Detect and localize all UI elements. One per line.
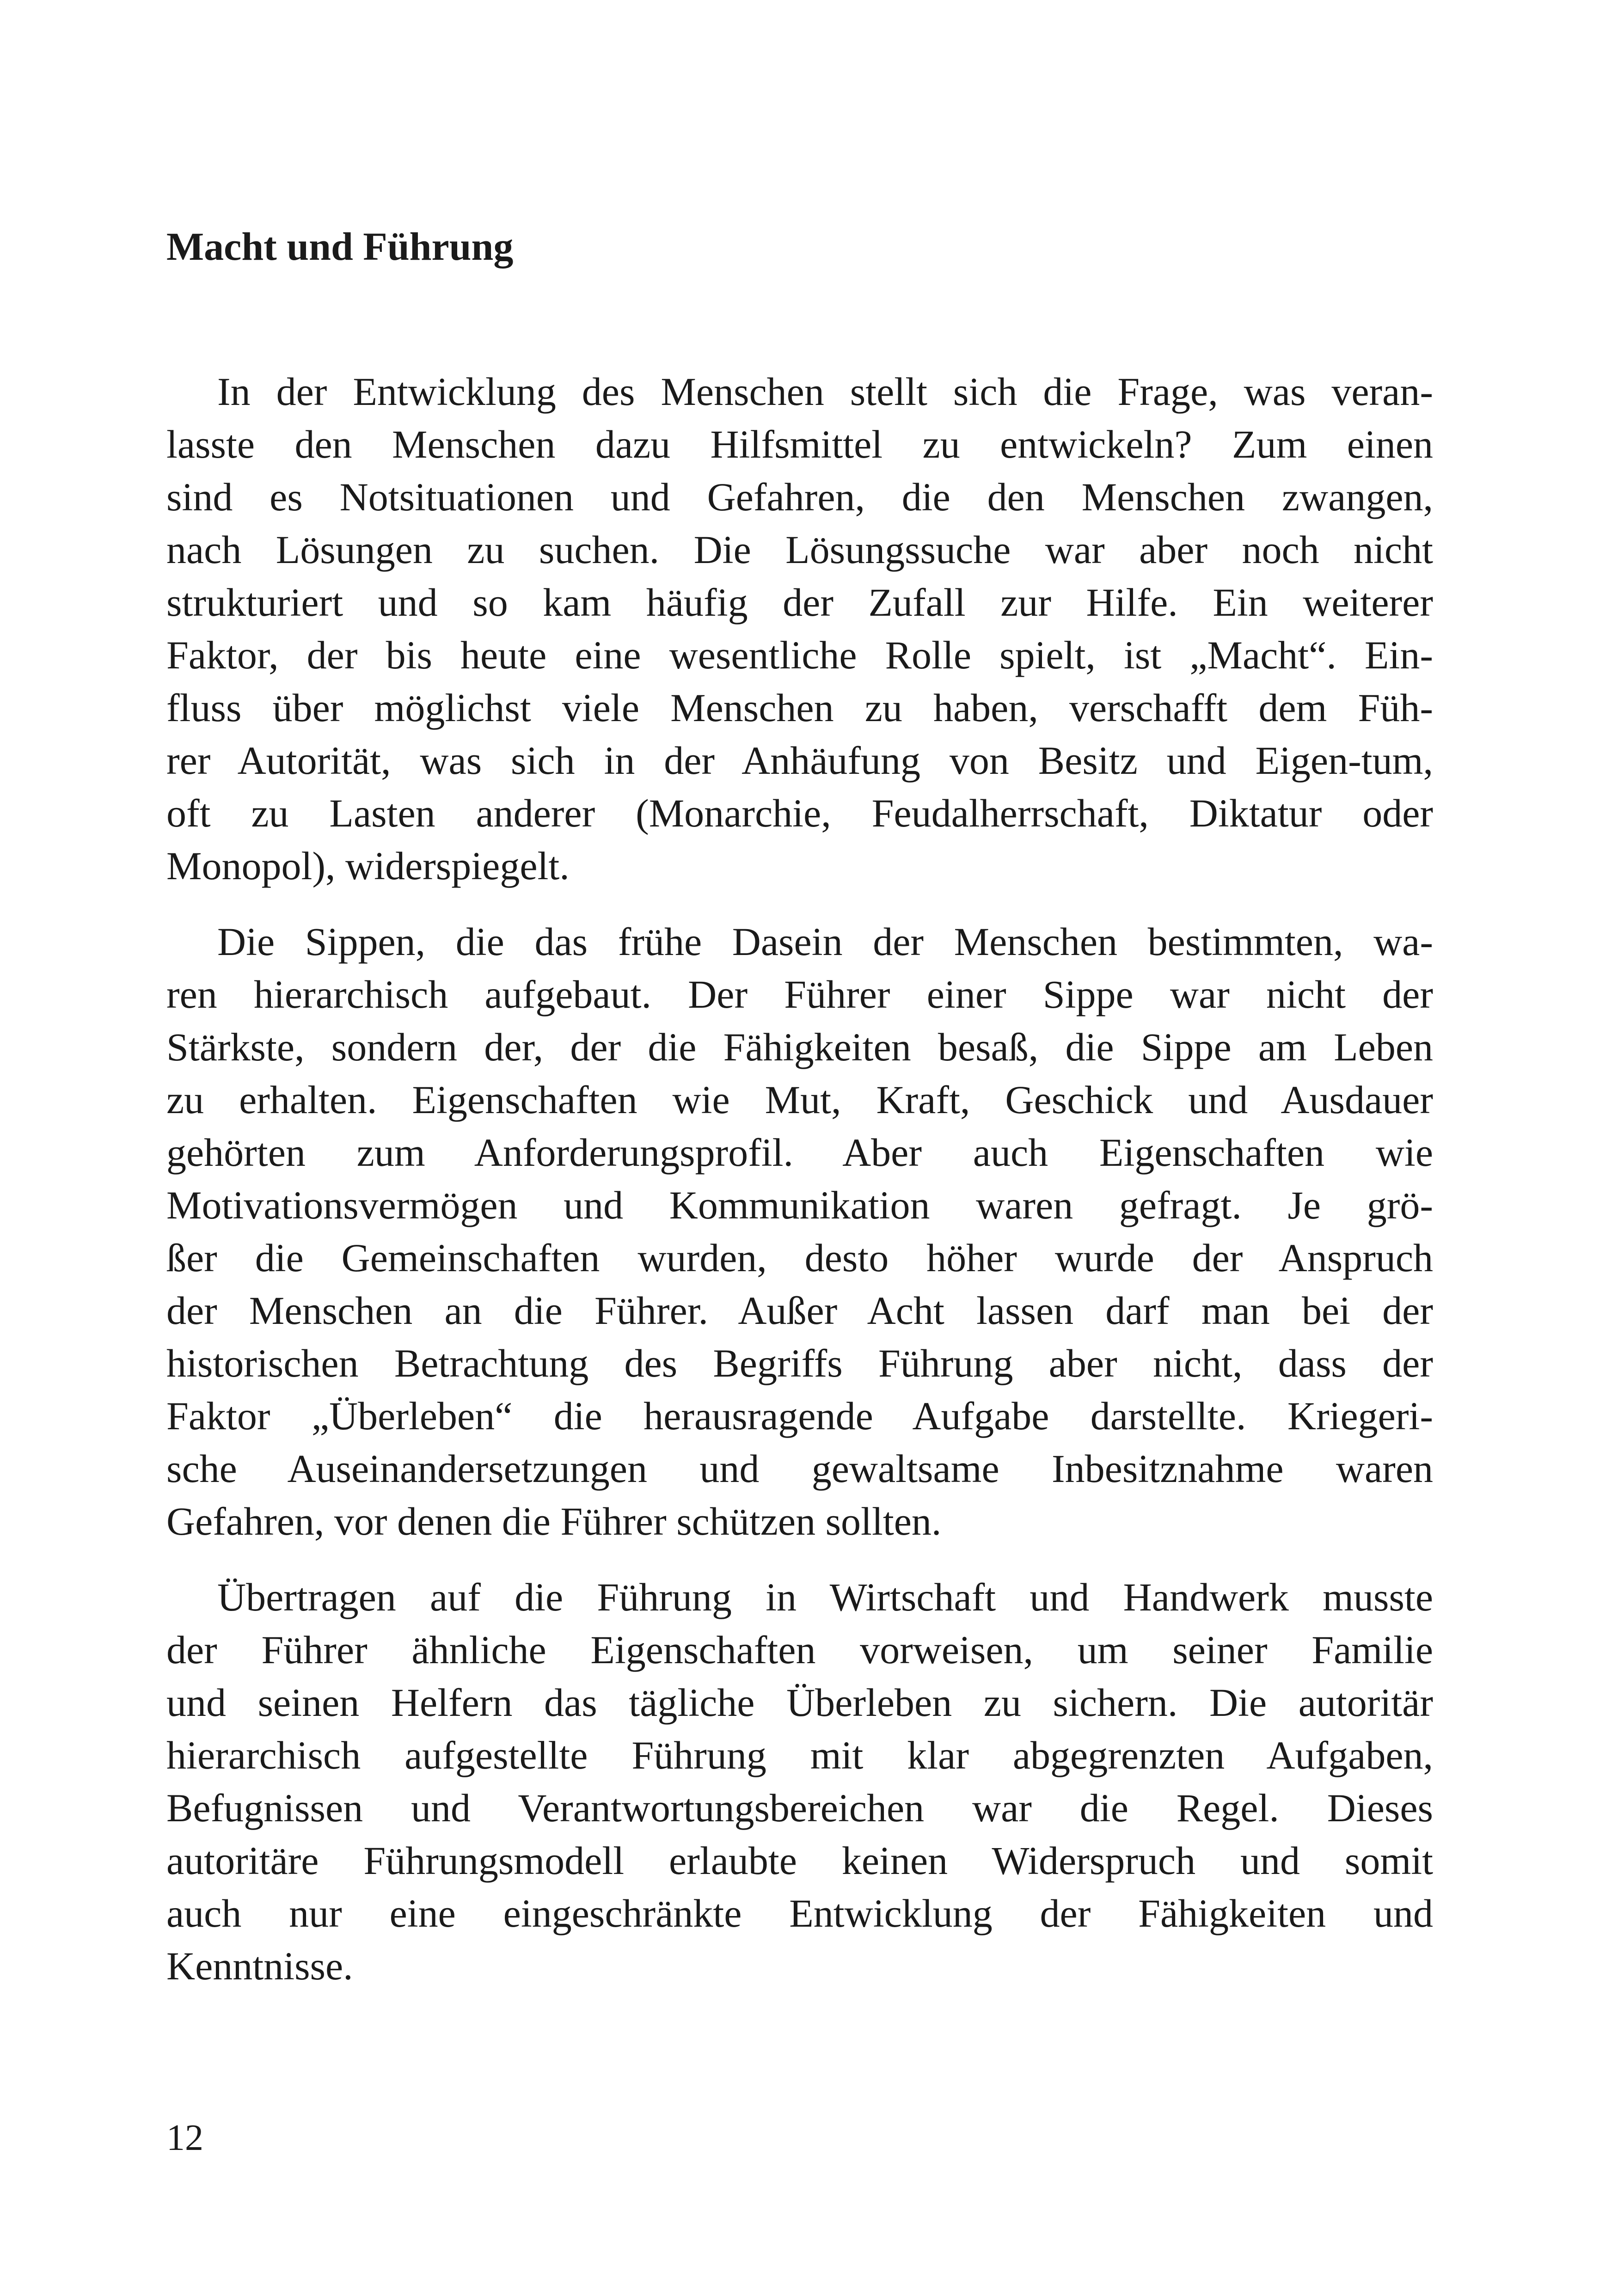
text-line: auch nur eine eingeschränkte Entwicklung der Fähigkeiten und bbox=[166, 1891, 1433, 1935]
paragraph bbox=[166, 1571, 1433, 1992]
text-line: Die Sippen, die das frühe Dasein der Menschen bestimmten, wa- bbox=[217, 919, 1433, 964]
text-line: sind es Notsituationen und Gefahren, die den Menschen zwangen, bbox=[166, 475, 1433, 519]
text-line: hierarchisch aufgestellte Führung mit klar abgegrenzten Aufgaben, bbox=[166, 1733, 1433, 1777]
text-line: Monopol), widerspiegelt. bbox=[166, 844, 570, 888]
text-line: rer Autorität, was sich in der Anhäufung von Besitz und Eigen-tum, bbox=[166, 738, 1433, 783]
text-line: fluss über möglichst viele Menschen zu haben, verschafft dem Füh- bbox=[166, 686, 1433, 730]
text-line: ßer die Gemeinschaften wurden, desto höher wurde der Anspruch bbox=[166, 1236, 1433, 1280]
text-line: nach Lösungen zu suchen. Die Lösungssuche war aber noch nicht bbox=[166, 527, 1433, 572]
text-line: gehörten zum Anforderungsprofil. Aber auch Eigenschaften wie bbox=[166, 1130, 1433, 1175]
text-line: Faktor, der bis heute eine wesentliche Rolle spielt, ist „Macht“. Ein- bbox=[166, 633, 1433, 677]
text-line: zu erhalten. Eigenschaften wie Mut, Kraft, Geschick und Ausdauer bbox=[166, 1078, 1433, 1122]
paragraph bbox=[166, 365, 1433, 892]
text-line: Befugnissen und Verantwortungsbereichen war die Regel. Dieses bbox=[166, 1786, 1433, 1830]
text-line: ren hierarchisch aufgebaut. Der Führer einer Sippe war nicht der bbox=[166, 972, 1433, 1016]
page-number: 12 bbox=[166, 2118, 203, 2158]
text-line: Motivationsvermögen und Kommunikation waren gefragt. Je grö- bbox=[166, 1183, 1433, 1227]
paragraph bbox=[166, 915, 1433, 1548]
text-line: und seinen Helfern das tägliche Überleben zu sichern. Die autoritär bbox=[166, 1680, 1433, 1725]
text-line: sche Auseinandersetzungen und gewaltsame Inbesitznahme waren bbox=[166, 1446, 1433, 1491]
text-line: Stärkste, sondern der, der die Fähigkeiten besaß, die Sippe am Leben bbox=[166, 1025, 1433, 1069]
text-line: Kenntnisse. bbox=[166, 1944, 353, 1988]
body-text bbox=[166, 365, 1433, 2015]
text-line: Faktor „Überleben“ die herausragende Aufgabe darstellte. Kriegeri- bbox=[166, 1394, 1433, 1438]
text-line: strukturiert und so kam häufig der Zufall zur Hilfe. Ein weiterer bbox=[166, 580, 1433, 625]
text-line: historischen Betrachtung des Begriffs Führung aber nicht, dass der bbox=[166, 1341, 1433, 1385]
text-line: Gefahren, vor denen die Führer schützen sollten. bbox=[166, 1499, 942, 1543]
chapter-heading: Macht und Führung bbox=[166, 224, 514, 269]
text-line: lasste den Menschen dazu Hilfsmittel zu entwickeln? Zum einen bbox=[166, 422, 1433, 466]
text-line: Übertragen auf die Führung in Wirtschaft und Handwerk musste bbox=[217, 1575, 1433, 1619]
text-line: autoritäre Führungsmodell erlaubte keinen Widerspruch und somit bbox=[166, 1838, 1433, 1883]
text-line: In der Entwicklung des Menschen stellt sich die Frage, was veran- bbox=[217, 369, 1433, 414]
text-line: der Führer ähnliche Eigenschaften vorweisen, um seiner Familie bbox=[166, 1628, 1433, 1672]
text-line: der Menschen an die Führer. Außer Acht lassen darf man bei der bbox=[166, 1288, 1433, 1333]
text-line: oft zu Lasten anderer (Monarchie, Feudalherrschaft, Diktatur oder bbox=[166, 791, 1433, 835]
